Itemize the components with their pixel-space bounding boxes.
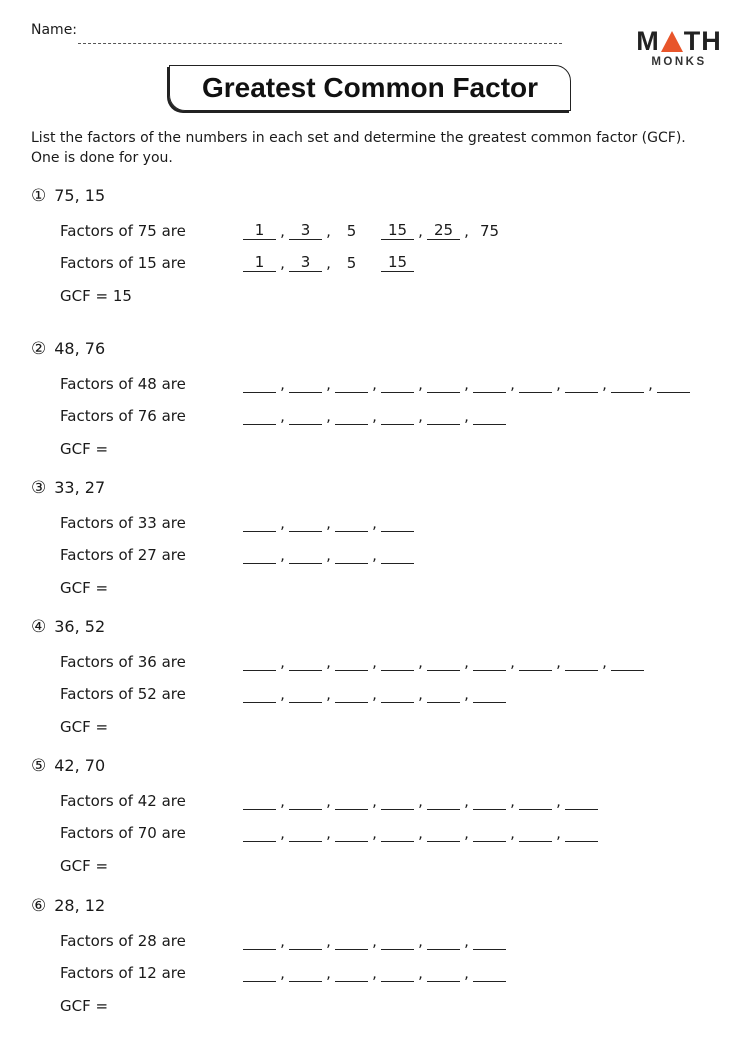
factor-blank[interactable] (243, 374, 276, 393)
factor-blank[interactable] (473, 406, 506, 425)
gcf-label: GCF = (60, 718, 109, 736)
factor-blank[interactable] (289, 963, 322, 982)
comma-separator: , (556, 375, 561, 393)
factor-answer: 25 (427, 221, 460, 240)
comma-separator: , (372, 546, 377, 564)
comma-separator: , (418, 375, 423, 393)
factor-blank[interactable] (473, 823, 506, 842)
factor-blank[interactable] (243, 931, 276, 950)
factor-blank[interactable] (289, 513, 322, 532)
comma-separator: , (556, 653, 561, 671)
factor-blank[interactable] (243, 513, 276, 532)
gcf-label: GCF = (60, 997, 109, 1015)
comma-separator: , (280, 375, 285, 393)
problem-header (31, 478, 105, 498)
factors-label-a: Factors of 75 are (60, 222, 186, 240)
comma-separator: , (326, 653, 331, 671)
problem-header (31, 339, 105, 359)
comma-separator: , (372, 824, 377, 842)
factor-blank[interactable] (243, 684, 276, 703)
factor-blank[interactable] (381, 963, 414, 982)
factor-answer: 1 (243, 221, 276, 240)
comma-separator: , (326, 375, 331, 393)
factor-blank[interactable] (381, 406, 414, 425)
comma-separator: , (326, 792, 331, 810)
comma-separator: , (556, 824, 561, 842)
comma-separator: , (464, 375, 469, 393)
comma-separator: , (280, 932, 285, 950)
factor-value: 75 (479, 222, 500, 240)
comma-separator: , (326, 514, 331, 532)
factor-blanks (243, 791, 598, 810)
factor-blank[interactable] (565, 791, 598, 810)
logo-text-th: TH (683, 26, 722, 56)
comma-separator: , (510, 653, 515, 671)
factor-blank[interactable] (427, 931, 460, 950)
problem-number: ③ (31, 478, 47, 498)
factor-blanks (243, 374, 690, 393)
factors-label-a: Factors of 48 are (60, 375, 186, 393)
factor-blank[interactable] (289, 823, 322, 842)
factor-blank[interactable] (243, 652, 276, 671)
factor-blank[interactable] (427, 823, 460, 842)
problem-number: ⑤ (31, 756, 47, 776)
math-monks-logo (638, 28, 720, 68)
comma-separator: , (556, 792, 561, 810)
comma-separator: , (418, 407, 423, 425)
comma-separator: , (280, 792, 285, 810)
comma-separator: , (648, 375, 653, 393)
comma-separator: , (418, 932, 423, 950)
comma-separator: , (326, 407, 331, 425)
factor-blank[interactable] (289, 684, 322, 703)
factor-answer: 1 (243, 253, 276, 272)
comma-separator: , (464, 685, 469, 703)
problem-numbers: 42, 70 (54, 756, 106, 775)
factor-blank[interactable] (565, 823, 598, 842)
gcf-label: GCF = (60, 440, 109, 458)
comma-separator: , (464, 964, 469, 982)
factor-blank[interactable] (335, 406, 368, 425)
factors-label-a: Factors of 33 are (60, 514, 186, 532)
factor-blank[interactable] (335, 791, 368, 810)
factor-blank[interactable] (473, 652, 506, 671)
title-box (169, 65, 571, 111)
factor-answer: 3 (289, 221, 322, 240)
comma-separator: , (372, 792, 377, 810)
factor-blank[interactable] (381, 545, 414, 564)
factor-blank[interactable] (289, 791, 322, 810)
comma-separator: , (280, 685, 285, 703)
factor-blank[interactable] (381, 823, 414, 842)
problem-numbers: 48, 76 (54, 339, 106, 358)
comma-separator: , (464, 407, 469, 425)
factor-blank[interactable] (473, 963, 506, 982)
factor-answer: 15 (381, 221, 414, 240)
comma-separator: , (280, 824, 285, 842)
comma-separator: , (280, 514, 285, 532)
comma-separator: , (464, 653, 469, 671)
problem-header (31, 617, 105, 637)
factor-blank[interactable] (427, 374, 460, 393)
factor-value: 5 (346, 254, 357, 272)
comma-separator: , (372, 964, 377, 982)
factor-blank[interactable] (381, 374, 414, 393)
comma-separator: , (418, 792, 423, 810)
factor-value: 5 (346, 222, 357, 240)
comma-separator: , (464, 222, 469, 240)
factors-label-a: Factors of 28 are (60, 932, 186, 950)
factor-blank[interactable] (335, 823, 368, 842)
factor-blank[interactable] (427, 791, 460, 810)
factor-blank[interactable] (657, 374, 690, 393)
logo-text-m: M (636, 26, 660, 56)
factor-blank[interactable] (335, 513, 368, 532)
problem-header (31, 896, 105, 916)
factor-blank[interactable] (427, 652, 460, 671)
factor-blank[interactable] (289, 652, 322, 671)
factor-blank[interactable] (243, 545, 276, 564)
factor-blanks (243, 221, 506, 240)
factor-blank[interactable] (565, 374, 598, 393)
instructions: List the factors of the numbers in each set and determine the greatest common factor (GCF). One is done for you. (31, 130, 686, 166)
factor-blanks (243, 963, 506, 982)
factor-blank[interactable] (427, 406, 460, 425)
factor-blank[interactable] (335, 684, 368, 703)
factor-blank[interactable] (243, 406, 276, 425)
problem-number: ① (31, 186, 47, 206)
factor-blank[interactable] (381, 684, 414, 703)
factor-blank[interactable] (381, 652, 414, 671)
name-label: Name: (31, 22, 78, 38)
factor-blank[interactable] (381, 791, 414, 810)
comma-separator: , (372, 407, 377, 425)
comma-separator: , (326, 824, 331, 842)
factor-blank[interactable] (335, 652, 368, 671)
comma-separator: , (510, 792, 515, 810)
factors-label-a: Factors of 36 are (60, 653, 186, 671)
factor-blank[interactable] (335, 545, 368, 564)
factor-answer: 15 (381, 253, 414, 272)
factor-blank[interactable] (473, 684, 506, 703)
factor-blanks (243, 253, 414, 272)
comma-separator: , (372, 375, 377, 393)
factor-blanks (243, 931, 506, 950)
comma-separator: , (418, 653, 423, 671)
comma-separator: , (326, 964, 331, 982)
factor-blank[interactable] (289, 374, 322, 393)
factor-blank[interactable] (243, 791, 276, 810)
factor-blanks (243, 513, 414, 532)
comma-separator: , (602, 653, 607, 671)
comma-separator: , (280, 546, 285, 564)
factor-blank[interactable] (473, 931, 506, 950)
gcf-label: GCF = (60, 579, 109, 597)
comma-separator: , (464, 792, 469, 810)
factors-label-b: Factors of 52 are (60, 685, 186, 703)
factor-blank[interactable] (519, 374, 552, 393)
factor-blank[interactable] (519, 791, 552, 810)
comma-separator: , (280, 653, 285, 671)
factors-label-b: Factors of 76 are (60, 407, 186, 425)
factor-blank[interactable] (381, 931, 414, 950)
logo-text-monks: MONKS (651, 56, 707, 68)
factor-blank[interactable] (289, 545, 322, 564)
factors-label-b: Factors of 70 are (60, 824, 186, 842)
factor-blank[interactable] (243, 823, 276, 842)
problem-number: ② (31, 339, 47, 359)
factor-blanks (243, 823, 598, 842)
factor-blank[interactable] (335, 374, 368, 393)
comma-separator: , (418, 824, 423, 842)
comma-separator: , (280, 222, 285, 240)
comma-separator: , (280, 254, 285, 272)
comma-separator: , (418, 685, 423, 703)
name-line[interactable] (78, 43, 562, 44)
comma-separator: , (602, 375, 607, 393)
problem-header (31, 186, 105, 206)
factor-blanks (243, 406, 506, 425)
factor-blank[interactable] (611, 652, 644, 671)
factor-blank[interactable] (381, 513, 414, 532)
gcf-label: GCF = (60, 857, 109, 875)
factors-label-b: Factors of 15 are (60, 254, 186, 272)
problem-number: ④ (31, 617, 47, 637)
comma-separator: , (464, 932, 469, 950)
factor-blanks (243, 545, 414, 564)
factor-blank[interactable] (289, 931, 322, 950)
factor-blank[interactable] (519, 652, 552, 671)
factors-label-b: Factors of 27 are (60, 546, 186, 564)
comma-separator: , (326, 254, 331, 272)
problem-numbers: 28, 12 (54, 896, 106, 915)
comma-separator: , (372, 685, 377, 703)
factor-blanks (243, 684, 506, 703)
problem-number: ⑥ (31, 896, 47, 916)
page-title: Greatest Common Factor (201, 72, 539, 103)
logo-triangle-icon (661, 31, 683, 52)
gcf-label: GCF = 15 (60, 287, 132, 305)
problem-numbers: 33, 27 (54, 478, 106, 497)
problem-header (31, 756, 105, 776)
factor-blank[interactable] (289, 406, 322, 425)
problem-numbers: 75, 15 (54, 186, 106, 205)
comma-separator: , (326, 932, 331, 950)
comma-separator: , (418, 222, 423, 240)
factor-blank[interactable] (427, 963, 460, 982)
factor-blank[interactable] (427, 684, 460, 703)
comma-separator: , (326, 222, 331, 240)
factor-blank[interactable] (335, 931, 368, 950)
comma-separator: , (372, 514, 377, 532)
factors-label-b: Factors of 12 are (60, 964, 186, 982)
comma-separator: , (280, 964, 285, 982)
comma-separator: , (418, 964, 423, 982)
factor-blank[interactable] (611, 374, 644, 393)
factor-blank[interactable] (243, 963, 276, 982)
factor-blank[interactable] (473, 791, 506, 810)
comma-separator: , (372, 653, 377, 671)
factor-blank[interactable] (519, 823, 552, 842)
factor-blank[interactable] (565, 652, 598, 671)
comma-separator: , (510, 375, 515, 393)
problem-numbers: 36, 52 (54, 617, 106, 636)
factor-blank[interactable] (335, 963, 368, 982)
factor-answer: 3 (289, 253, 322, 272)
comma-separator: , (280, 407, 285, 425)
factors-label-a: Factors of 42 are (60, 792, 186, 810)
factor-blank[interactable] (473, 374, 506, 393)
factor-blanks (243, 652, 644, 671)
comma-separator: , (464, 824, 469, 842)
comma-separator: , (510, 824, 515, 842)
comma-separator: , (326, 685, 331, 703)
comma-separator: , (372, 932, 377, 950)
comma-separator: , (326, 546, 331, 564)
